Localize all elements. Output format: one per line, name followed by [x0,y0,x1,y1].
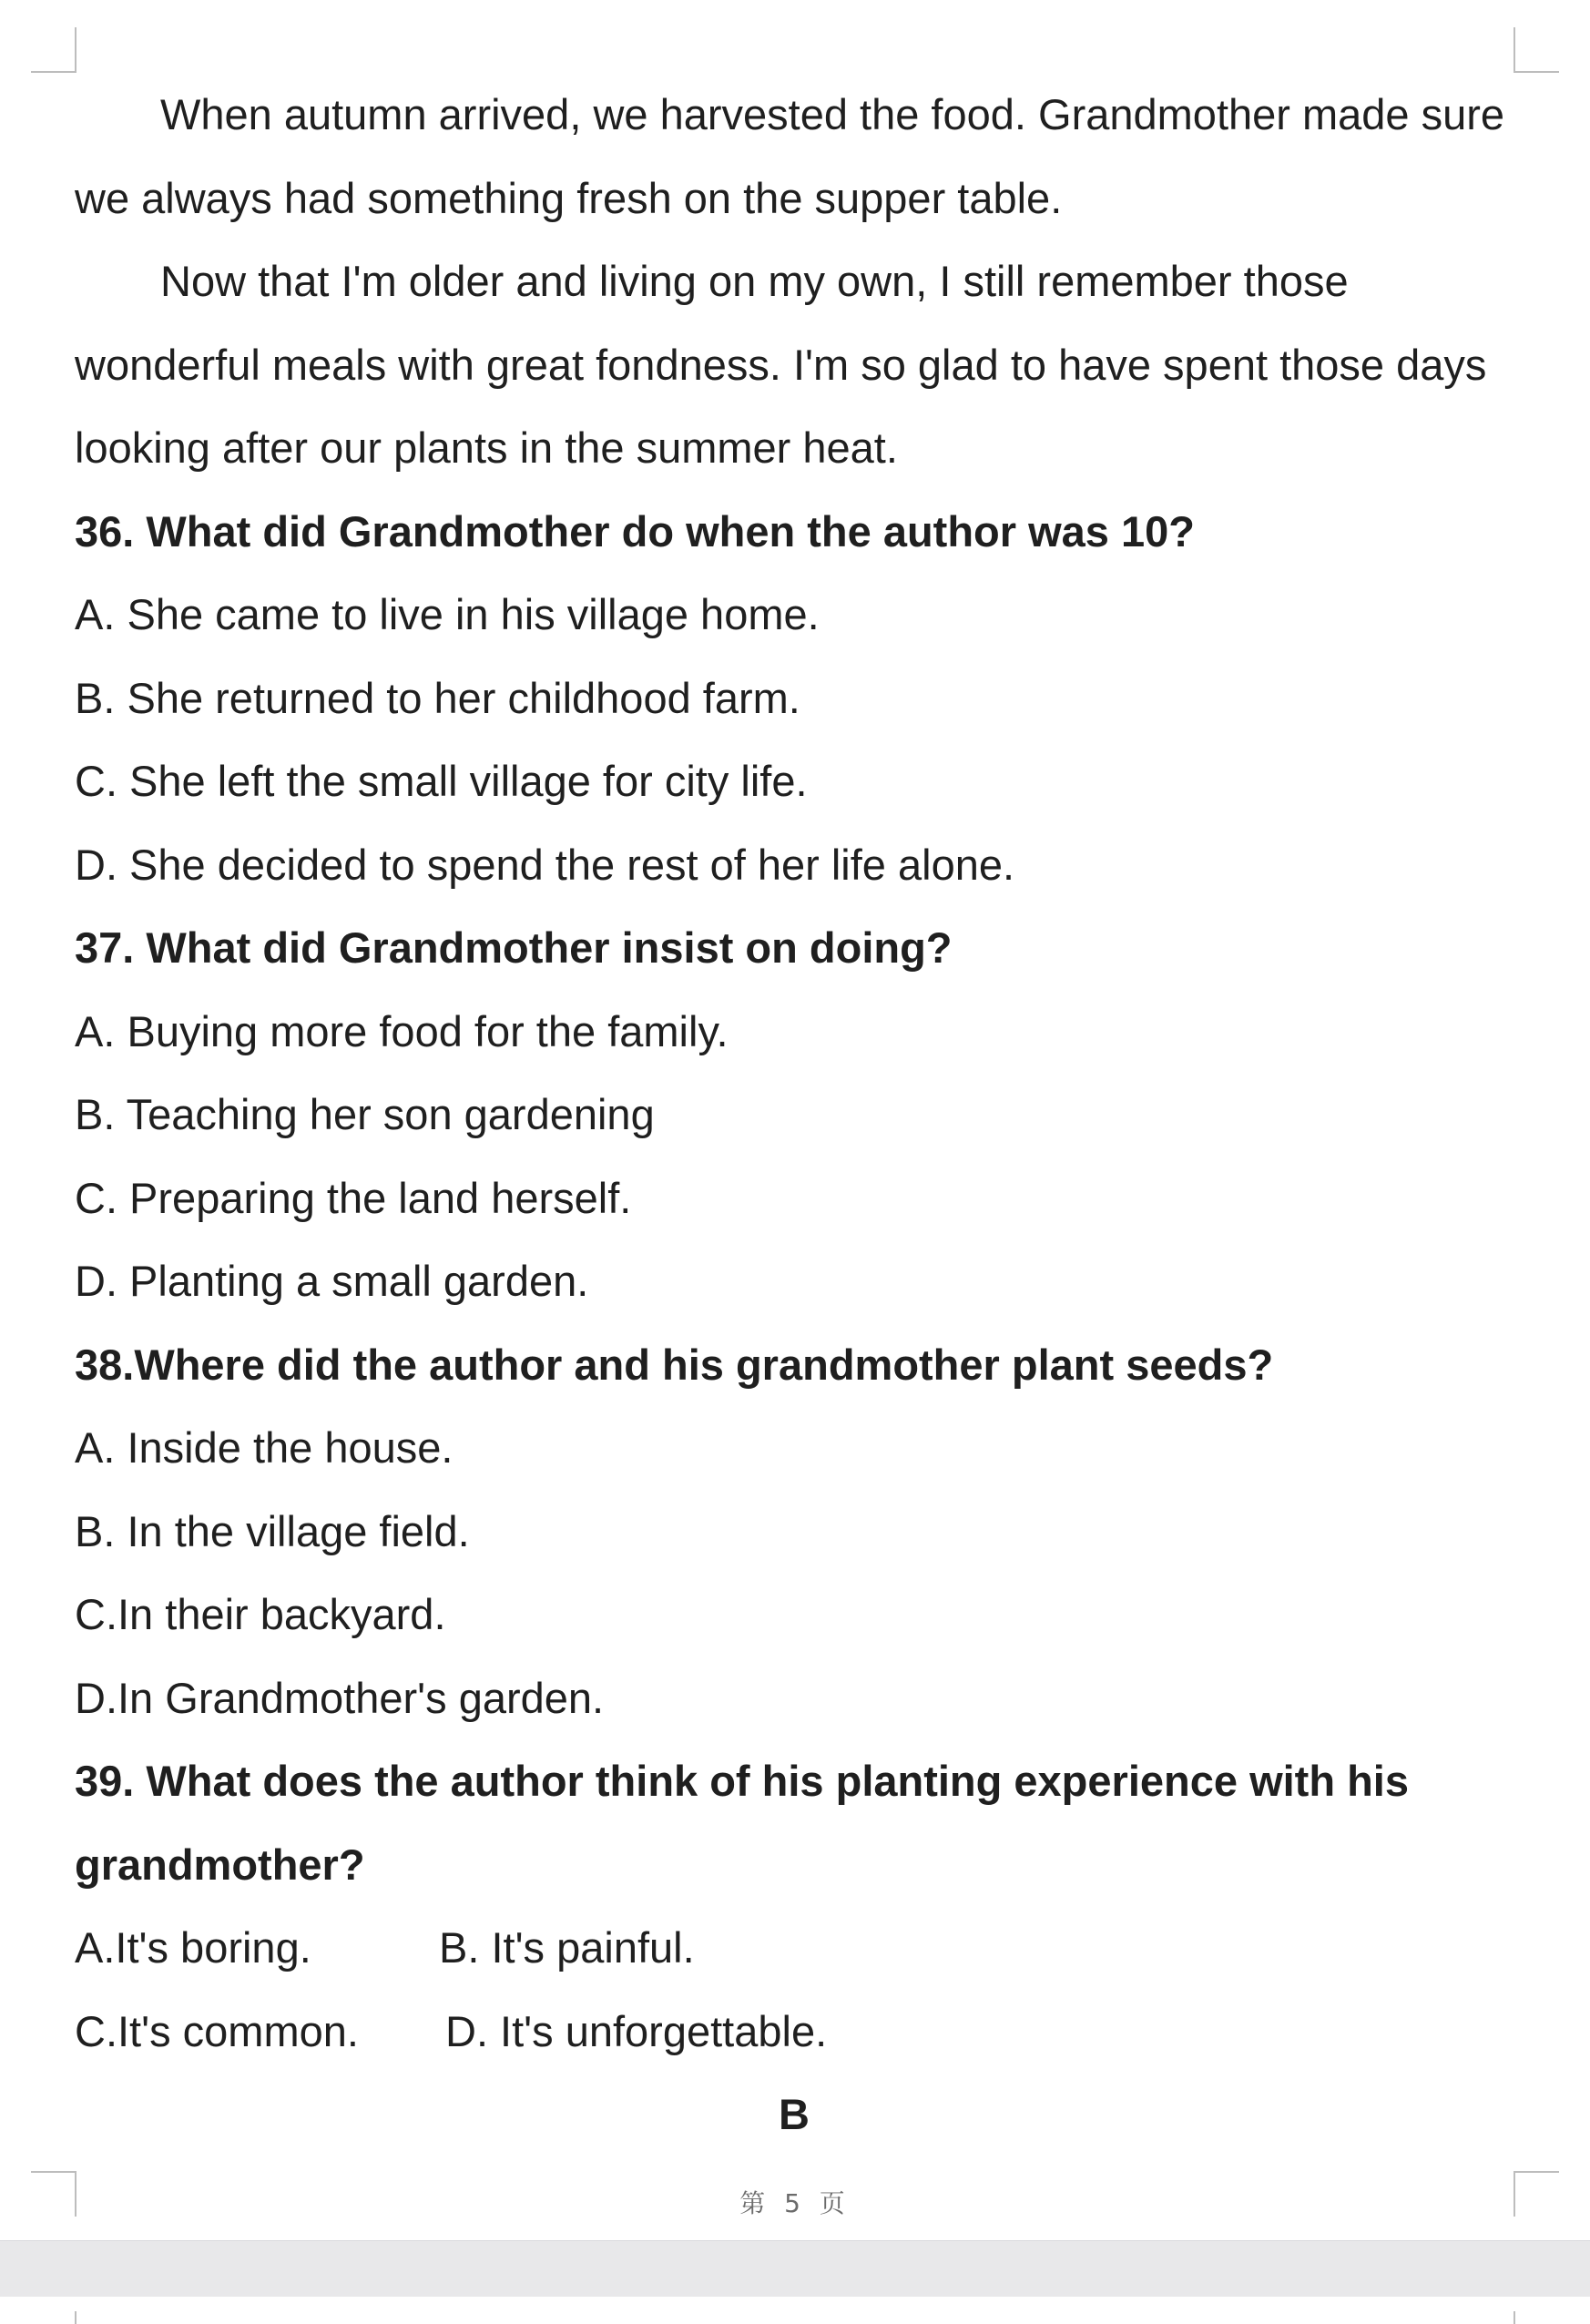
crop-mark-top-right [1514,27,1559,73]
question-39-option-a: A.It's boring. [75,1923,311,1972]
crop-mark-next-top-right [1514,2311,1559,2324]
question-39-options-row-1 [75,1906,1532,1990]
page-separator [0,2240,1590,2298]
question-36-option-c: C. She left the small village for city life. [75,757,808,805]
question-39-option-d: D. It's unforgettable. [445,2006,828,2055]
question-39-option-c: C.It's common. [75,2006,359,2055]
next-page-top [0,2297,1590,2324]
question-36-option-a: A. She came to live in his village home. [75,590,820,638]
crop-mark-top-left [31,27,76,73]
question-37: 37. What did Grandmother insist on doing? [75,923,953,972]
question-38-option-c: C.In their backyard. [75,1590,446,1638]
passage-paragraph-1: When autumn arrived, we harvested the food. Grandmother made sure we always had something fresh on the supper table. [75,90,1505,222]
question-39-options-row-2 [75,1990,1532,2074]
question-38-option-b: B. In the village field. [75,1506,470,1555]
question-36: 36. What did Grandmother do when the author was 10? [75,506,1195,556]
question-37-option-c: C. Preparing the land herself. [75,1173,632,1222]
question-38: 38.Where did the author and his grandmother plant seeds? [75,1340,1274,1389]
section-label: B [779,2090,810,2138]
question-37-option-b: B. Teaching her son gardening [75,1090,655,1138]
question-37-option-d: D. Planting a small garden. [75,1257,589,1305]
passage-paragraph-2: Now that I'm older and living on my own, I still remember those wonderful meals with great fondness. I'm so glad to have spent those days looking after our plants in the summer heat. [75,257,1487,472]
question-38-option-d: D.In Grandmother's garden. [75,1673,605,1722]
crop-mark-next-top-left [31,2311,76,2324]
page-content [75,73,1532,2156]
question-39: 39. What does the author think of his planting experience with his grandmother? [75,1757,1410,1889]
question-36-option-b: B. She returned to her childhood farm. [75,673,800,722]
question-37-option-a: A. Buying more food for the family. [75,1006,729,1055]
question-39-option-b: B. It's painful. [439,1923,695,1972]
page-number: 第 5 页 [739,2188,851,2218]
question-38-option-a: A. Inside the house. [75,1423,454,1472]
question-36-option-d: D. She decided to spend the rest of her life alone. [75,840,1015,889]
